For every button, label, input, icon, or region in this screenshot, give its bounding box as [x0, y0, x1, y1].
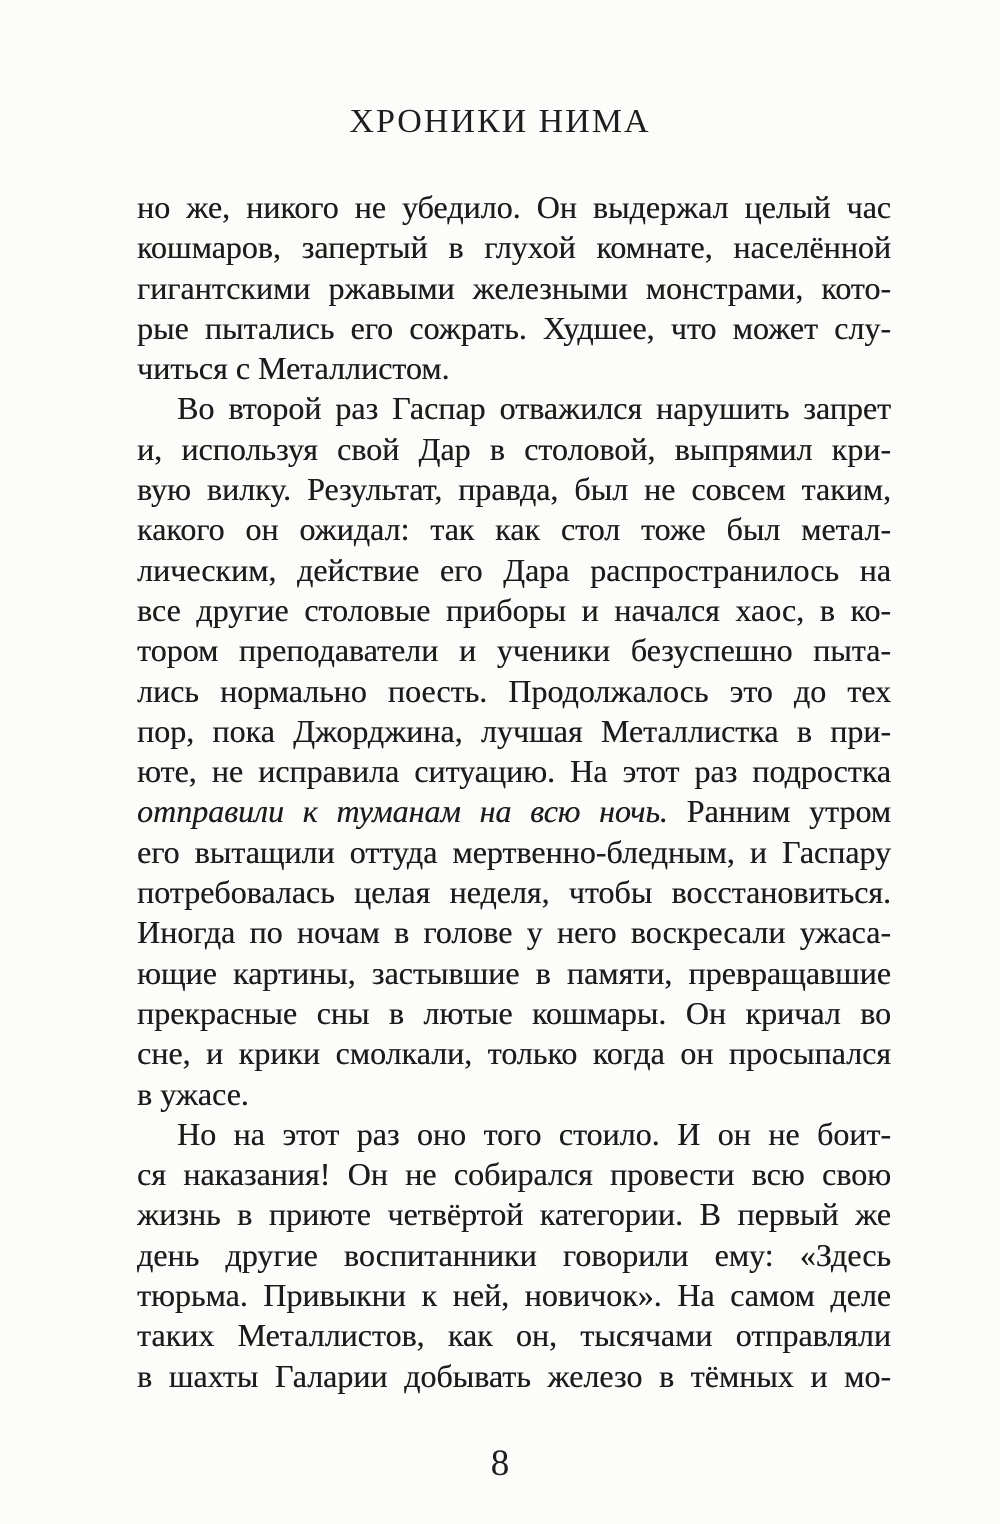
paragraph: [137, 187, 891, 388]
text-line: [137, 187, 891, 227]
text-line: [137, 1194, 891, 1234]
text-line: [137, 1235, 891, 1275]
text-line: [137, 630, 891, 670]
text-line: [137, 671, 891, 711]
text-line: [137, 348, 891, 388]
text-segment: ющие картины, застывшие в памяти, превращавшие: [137, 954, 891, 991]
text-line: [137, 227, 891, 267]
text-segment: сне, и крики смолкали, только когда он просыпался: [137, 1035, 891, 1072]
text-segment: таких Металлистов, как он, тысячами отправляли: [137, 1317, 891, 1354]
text-line: [137, 872, 891, 912]
text-line: [137, 308, 891, 348]
text-line: [137, 711, 891, 751]
text-segment: Ранним утром: [667, 793, 892, 830]
text-line: [137, 1356, 891, 1396]
paragraph: [137, 1114, 891, 1396]
text-line: [137, 912, 891, 952]
text-line: [137, 388, 891, 428]
text-segment: Во второй раз Гаспар отважился нарушить запрет: [177, 390, 891, 427]
text-segment: читься с Металлистом.: [137, 350, 450, 387]
text-line: [137, 1315, 891, 1355]
text-segment: вую вилку. Результат, правда, был не совсем таким,: [137, 471, 891, 508]
paragraph: [137, 388, 891, 1113]
text-line: [137, 1114, 891, 1154]
page-number: 8: [490, 1443, 510, 1484]
text-line: [137, 1275, 891, 1315]
text-segment: какого он ожидал: так как стол тоже был метал-: [137, 511, 891, 548]
text-segment: ся наказания! Он не собирался провести всю свою: [137, 1156, 891, 1193]
text-segment: Но на этот раз оно того стоило. И он не боит-: [177, 1115, 891, 1152]
text-segment: но же, никого не убедило. Он выдержал целый час: [137, 189, 891, 225]
text-line: [137, 1074, 891, 1114]
text-segment: прекрасные сны в лютые кошмары. Он кричал во: [137, 994, 891, 1031]
text-segment: и, используя свой Дар в столовой, выпрямил кри-: [137, 430, 891, 467]
text-line: [137, 469, 891, 509]
text-segment: Иногда по ночам в голове у него воскресали ужаса-: [137, 914, 891, 951]
text-line: [137, 832, 891, 872]
text-segment: кошмаров, запертый в глухой комнате, населённой: [137, 229, 891, 266]
text-line: [137, 1033, 891, 1073]
running-header: ХРОНИКИ НИМА: [349, 103, 651, 140]
text-line: [137, 429, 891, 469]
text-segment: жизнь в приюте четвёртой категории. В первый же: [137, 1196, 891, 1233]
text-line: [137, 953, 891, 993]
text-segment: гигантскими ржавыми железными монстрами, кото-: [137, 269, 891, 306]
text-segment: юте, не исправила ситуацию. На этот раз подростка: [137, 753, 891, 790]
text-segment: в шахты Галарии добывать железо в тёмных и мо-: [137, 1357, 891, 1394]
text-line: [137, 509, 891, 549]
text-segment: тюрьма. Привыкни к ней, новичок». На самом деле: [137, 1277, 891, 1314]
text-segment: рые пытались его сожрать. Худшее, что может слу-: [137, 309, 891, 346]
text-line: [137, 791, 891, 831]
text-segment: пор, пока Джорджина, лучшая Металлистка в при-: [137, 712, 891, 749]
text-line: [137, 993, 891, 1033]
text-line: [137, 550, 891, 590]
text-segment: тором преподаватели и ученики безуспешно пыта-: [137, 632, 891, 669]
text-segment: его вытащили оттуда мертвенно-бледным, и Гаспару: [137, 833, 891, 870]
text-segment: потребовалась целая неделя, чтобы восстановиться.: [137, 874, 891, 911]
text-segment: лись нормально поесть. Продолжалось это до тех: [137, 672, 891, 709]
text-line: [137, 1154, 891, 1194]
text-block: [137, 187, 891, 1396]
text-segment: все другие столовые приборы и начался хаос, в ко-: [137, 591, 891, 628]
italic-text-segment: отправили к туманам на всю ночь.: [137, 793, 668, 830]
text-line: [137, 590, 891, 630]
text-segment: в ужасе.: [137, 1075, 249, 1112]
text-segment: лическим, действие его Дара распространилось на: [137, 551, 891, 588]
text-line: [137, 268, 891, 308]
text-segment: день другие воспитанники говорили ему: «Здесь: [137, 1236, 891, 1273]
text-line: [137, 751, 891, 791]
